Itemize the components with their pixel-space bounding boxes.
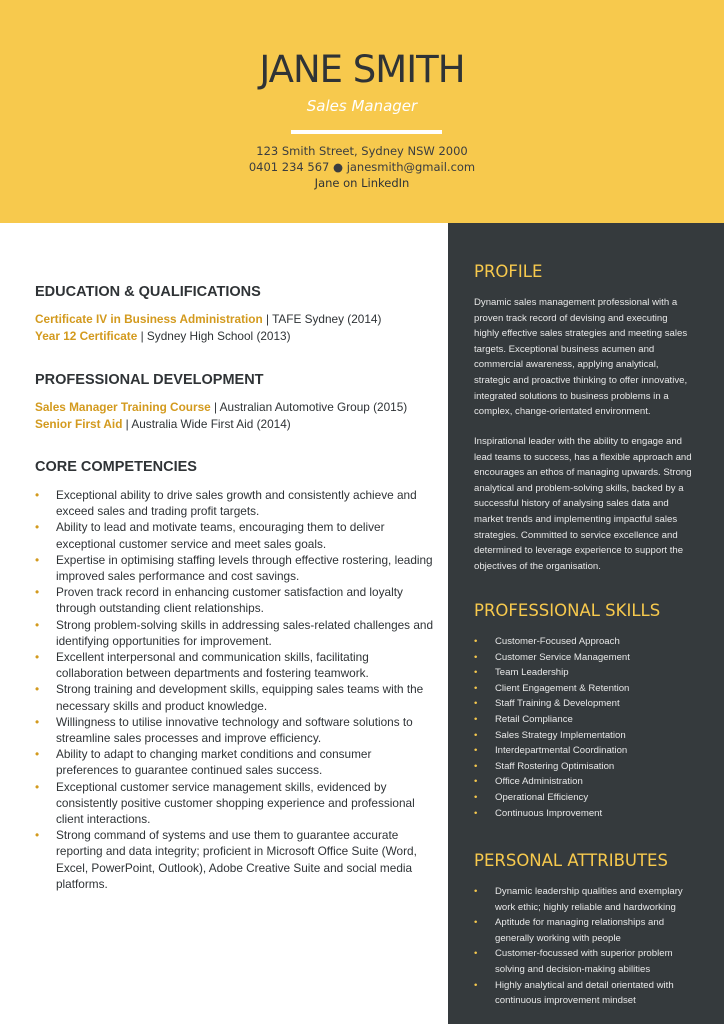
skill-item: • Sales Strategy Implementation <box>474 728 714 744</box>
header-banner <box>0 0 724 223</box>
bullet-icon: • <box>35 682 40 697</box>
bullet-icon: • <box>474 791 478 803</box>
list-item: • Exceptional ability to drive sales growth and consistently achieve and exceed sales and trading profit targets. <box>35 488 417 519</box>
phone-email-line <box>0 159 724 175</box>
course-title: Sales Manager Training Course <box>35 400 211 414</box>
skill-item: • Staff Rostering Optimisation <box>474 759 714 775</box>
bullet-icon: • <box>474 886 478 897</box>
qualification-title: Certificate IV in Business Administration <box>35 312 263 326</box>
course-detail: | Australia Wide First Aid (2014) <box>122 417 291 431</box>
list-item: • Expertise in optimising staffing levels through effective rostering, leading improved sales performance and cost savings. <box>35 552 433 584</box>
qualification-detail: | TAFE Sydney (2014) <box>262 312 382 326</box>
list-item: • Proven track record in enhancing customer satisfaction and loyalty through outstanding client relationships. <box>35 585 403 616</box>
skill-item: • Interdepartmental Coordination <box>474 743 714 759</box>
course-detail: | Australian Automotive Group (2015) <box>210 400 408 414</box>
education-item <box>35 311 435 328</box>
course-title: Senior First Aid <box>35 417 123 431</box>
bullet-icon: • <box>474 651 478 663</box>
bullet-icon: • <box>35 488 40 502</box>
skills-list <box>474 634 714 821</box>
skill-item: • Customer-Focused Approach <box>474 634 714 650</box>
bullet-icon: • <box>35 828 40 843</box>
attribute-item: • Dynamic leadership qualities and exemplary work ethic; highly reliable and hardworking <box>474 886 683 913</box>
bullet-icon: • <box>35 552 40 567</box>
skill-item: • Staff Training & Development <box>474 696 714 712</box>
profile-paragraph: Dynamic sales management professional with a proven track record of devising and executing highly effective sales strategies and meeting sales targets. Exceptional business acumen and commercial awareness, applying analytical, strategic and proactive thinking to offer innovative, integrated solutions to business problems in a complex, change-orientated environment. <box>474 297 688 418</box>
bullet-icon: • <box>35 520 40 535</box>
list-item: • Exceptional customer service management skills, evidenced by consistently positive customer shopping experience and professional client interactions. <box>35 779 415 827</box>
development-item <box>35 416 435 433</box>
list-item: • Strong problem-solving skills in addressing sales-related challenges and identifying opportunities for improvement. <box>35 617 434 648</box>
bullet-icon: • <box>474 760 478 772</box>
bullet-icon: • <box>35 747 40 762</box>
skill-item: • Operational Efficiency <box>474 790 714 806</box>
skill-item: • Customer Service Management <box>474 650 714 666</box>
header-divider <box>291 130 442 134</box>
skill-item: • Team Leadership <box>474 665 714 681</box>
bullet-icon: • <box>35 779 40 794</box>
skill-item: • Continuous Improvement <box>474 806 714 822</box>
linkedin-link[interactable]: Jane on LinkedIn <box>314 176 410 190</box>
bullet-icon: • <box>474 713 478 725</box>
profile-heading: PROFILE <box>474 262 543 281</box>
attribute-item: • Highly analytical and detail orientated with continuous improvement mindset <box>474 979 674 1007</box>
bullet-icon: • <box>474 917 478 929</box>
list-item: • Willingness to utilise innovative technology and software solutions to streamline sales processes and improve efficiency. <box>35 714 413 746</box>
list-item: • Ability to adapt to changing market conditions and consumer preferences to guarantee continued sales success. <box>35 747 372 778</box>
development-list <box>35 399 435 433</box>
development-heading: PROFESSIONAL DEVELOPMENT <box>35 372 264 388</box>
education-list <box>35 311 435 345</box>
list-item: • Ability to lead and motivate teams, encouraging them to deliver exceptional customer service and meet sales goals. <box>35 520 385 551</box>
skill-item: • Retail Compliance <box>474 712 714 728</box>
candidate-name: JANE SMITH <box>259 48 465 91</box>
qualification-title: Year 12 Certificate <box>35 329 138 343</box>
bullet-icon: • <box>474 979 478 991</box>
contact-block <box>0 143 724 191</box>
address: 123 Smith Street, Sydney NSW 2000 <box>256 144 468 158</box>
bullet-icon: • <box>474 698 478 710</box>
bullet-icon: • <box>35 617 40 632</box>
job-title: Sales Manager <box>306 97 418 115</box>
list-item: • Strong training and development skills, equipping sales teams with the necessary skills and product knowledge. <box>35 682 424 713</box>
skill-item: • Office Administration <box>474 774 714 790</box>
attribute-item: • Customer-focussed with superior problem solving and decision-making abilities <box>474 948 673 975</box>
qualification-detail: | Sydney High School (2013) <box>137 329 291 343</box>
attributes-list <box>474 884 692 1009</box>
email-link[interactable]: janesmith@gmail.com <box>346 160 476 174</box>
phone: 0401 234 567 <box>248 160 330 174</box>
development-item <box>35 399 435 416</box>
separator-dot: ● <box>332 160 344 174</box>
skill-item: • Client Engagement & Retention <box>474 681 714 697</box>
bullet-icon: • <box>474 948 478 960</box>
bullet-icon: • <box>474 776 478 788</box>
competencies-heading: CORE COMPETENCIES <box>35 459 197 475</box>
bullet-icon: • <box>35 650 40 665</box>
list-item: • Strong command of systems and use them to guarantee accurate reporting and data integrity; proficient in Microsoft Office Suite (Word, Excel, PowerPoint, Outlook), Adobe Creative Suite and social media platforms. <box>35 828 417 891</box>
bullet-icon: • <box>35 585 40 600</box>
skills-heading: PROFESSIONAL SKILLS <box>474 601 661 620</box>
bullet-icon: • <box>474 729 478 741</box>
profile-paragraph: Inspirational leader with the ability to engage and lead teams to success, has a flexible approach and encourages an ethos of managing upwards. Strong analytical and problem-solving skills, backed by a successful history of analysing sales data and market trends and implementing impactful sales strategies. Committed to service excellence and determined to leverage experience to support the objectives of the organisation. <box>474 436 692 572</box>
bullet-icon: • <box>474 745 478 757</box>
education-heading: EDUCATION & QUALIFICATIONS <box>35 284 261 300</box>
attribute-item: • Aptitude for managing relationships and generally working with people <box>474 917 665 944</box>
education-item <box>35 328 435 345</box>
bullet-icon: • <box>474 807 478 819</box>
competencies-list <box>35 487 435 892</box>
bullet-icon: • <box>474 636 478 647</box>
list-item: • Excellent interpersonal and communication skills, facilitating collaboration between departments and fostering teamwork. <box>35 650 369 681</box>
attributes-heading: PERSONAL ATTRIBUTES <box>474 851 668 870</box>
bullet-icon: • <box>35 714 40 729</box>
bullet-icon: • <box>474 667 478 679</box>
bullet-icon: • <box>474 682 478 694</box>
